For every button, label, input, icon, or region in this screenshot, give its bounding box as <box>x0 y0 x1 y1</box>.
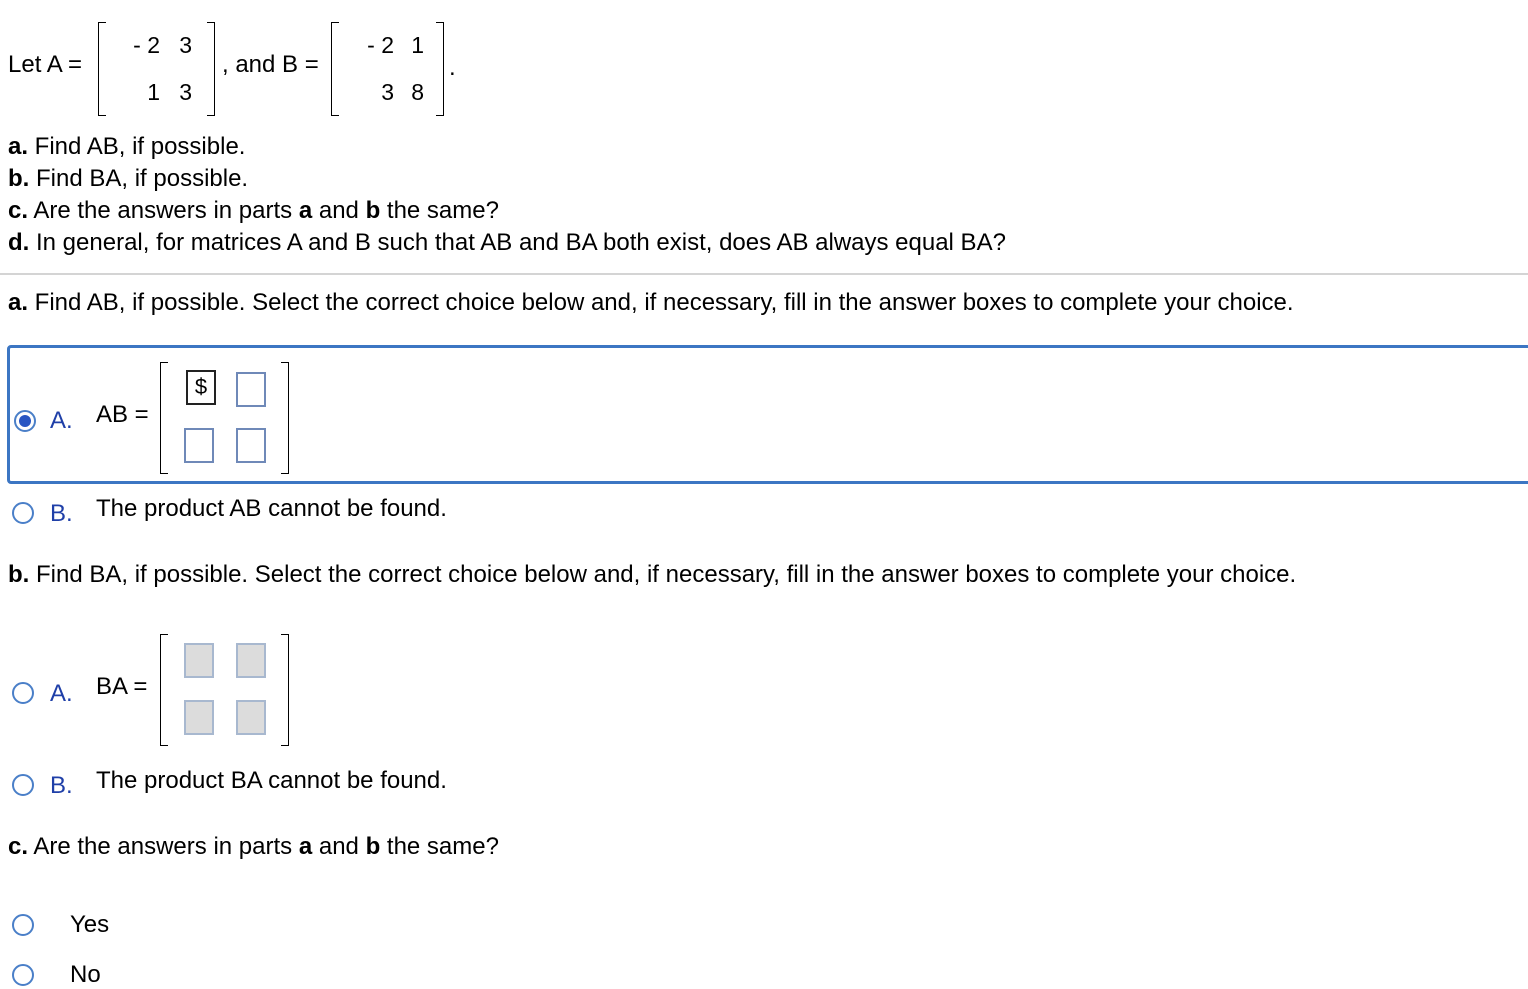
let-a-label: Let A = <box>8 51 83 78</box>
task-a <box>8 133 245 161</box>
part-c-letter: c. <box>8 833 29 860</box>
matrix-a-cell: 3 <box>179 32 192 58</box>
task-b <box>8 165 248 193</box>
part-b-option-a-radio[interactable] <box>12 682 34 704</box>
task-a-letter: a. <box>8 133 29 160</box>
ba-entry-r1c2[interactable] <box>236 643 266 678</box>
ba-entry-r2c1[interactable] <box>184 700 214 735</box>
part-c-text: and <box>312 833 366 860</box>
part-a-option-b-letter: B. <box>50 500 73 527</box>
part-b-option-b-letter: B. <box>50 772 73 799</box>
ba-left-bracket <box>160 634 168 746</box>
matrix-a-cell: 1 <box>147 79 160 105</box>
matrix-a-cell: - 2 <box>133 32 160 58</box>
part-b-option-a-label: BA = <box>96 673 148 700</box>
ba-entry-r1c1[interactable] <box>184 643 214 678</box>
part-a-option-a-radio[interactable] <box>14 410 36 432</box>
ab-right-bracket <box>281 362 289 474</box>
ba-right-bracket <box>281 634 289 746</box>
matrix-a-cell: 3 <box>179 79 192 105</box>
part-c-part-a: a <box>298 833 313 860</box>
part-b-option-b-radio[interactable] <box>12 774 34 796</box>
part-c-no-label: No <box>70 961 101 988</box>
part-a-prompt <box>8 289 1294 317</box>
part-c-no-radio[interactable] <box>12 964 34 986</box>
part-a-option-b-radio[interactable] <box>12 502 34 524</box>
part-b-prompt <box>8 561 1296 589</box>
task-a-text: Find AB, if possible. <box>28 133 246 160</box>
ba-entry-r2c2[interactable] <box>236 700 266 735</box>
task-b-letter: b. <box>8 165 30 192</box>
part-b-option-b-text: The product BA cannot be found. <box>96 767 447 794</box>
task-c-part-a: a <box>298 197 313 224</box>
part-c-part-b: b <box>365 833 381 860</box>
part-c-text: Are the answers in parts <box>28 833 299 860</box>
task-c <box>8 197 499 225</box>
matrix-b-cell: 1 <box>411 32 424 58</box>
task-d-text: In general, for matrices A and B such that AB and BA both exist, does AB always equal BA? <box>29 229 1006 256</box>
task-b-text: Find BA, if possible. <box>29 165 249 192</box>
task-c-text: Are the answers in parts <box>28 197 299 224</box>
part-c-yes-label: Yes <box>70 911 110 938</box>
part-c-text: the same? <box>380 833 499 860</box>
part-c-prompt <box>8 833 499 861</box>
task-d-letter: d. <box>8 229 30 256</box>
and-b-label: , and B = <box>222 51 319 78</box>
matrix-b-cell: 8 <box>411 79 424 105</box>
ab-left-bracket <box>160 362 168 474</box>
task-c-text: and <box>312 197 366 224</box>
part-a-letter: a. <box>8 289 29 316</box>
task-c-part-b: b <box>365 197 381 224</box>
part-a-option-a-label: AB = <box>96 401 149 428</box>
part-b-letter: b. <box>8 561 30 588</box>
part-b-prompt-text: Find BA, if possible. Select the correct choice below and, if necessary, fill in the answer boxes to complete your choice. <box>29 561 1297 588</box>
ab-entry-r1c1[interactable]: $ <box>186 370 216 405</box>
part-a-option-a-panel[interactable] <box>7 345 1528 484</box>
matrix-b-left-bracket <box>331 22 339 116</box>
task-c-text: the same? <box>380 197 499 224</box>
part-a-prompt-text: Find AB, if possible. Select the correct choice below and, if necessary, fill in the answer boxes to complete your choice. <box>28 289 1294 316</box>
matrix-a-right-bracket <box>207 22 215 116</box>
ab-entry-r2c2[interactable] <box>236 428 266 463</box>
task-d <box>8 229 1006 257</box>
matrix-b-cell: - 2 <box>367 32 394 58</box>
divider <box>0 273 1528 275</box>
part-a-option-b-text: The product AB cannot be found. <box>96 495 447 522</box>
matrix-b-cell: 3 <box>381 79 394 105</box>
task-c-letter: c. <box>8 197 29 224</box>
ab-entry-r2c1[interactable] <box>184 428 214 463</box>
part-a-option-a-letter: A. <box>50 407 73 434</box>
matrix-b-right-bracket <box>436 22 444 116</box>
part-c-yes-radio[interactable] <box>12 914 34 936</box>
matrix-a-left-bracket <box>98 22 106 116</box>
ab-entry-r1c2[interactable] <box>236 372 266 407</box>
period: . <box>449 54 456 81</box>
part-b-option-a-letter: A. <box>50 680 73 707</box>
